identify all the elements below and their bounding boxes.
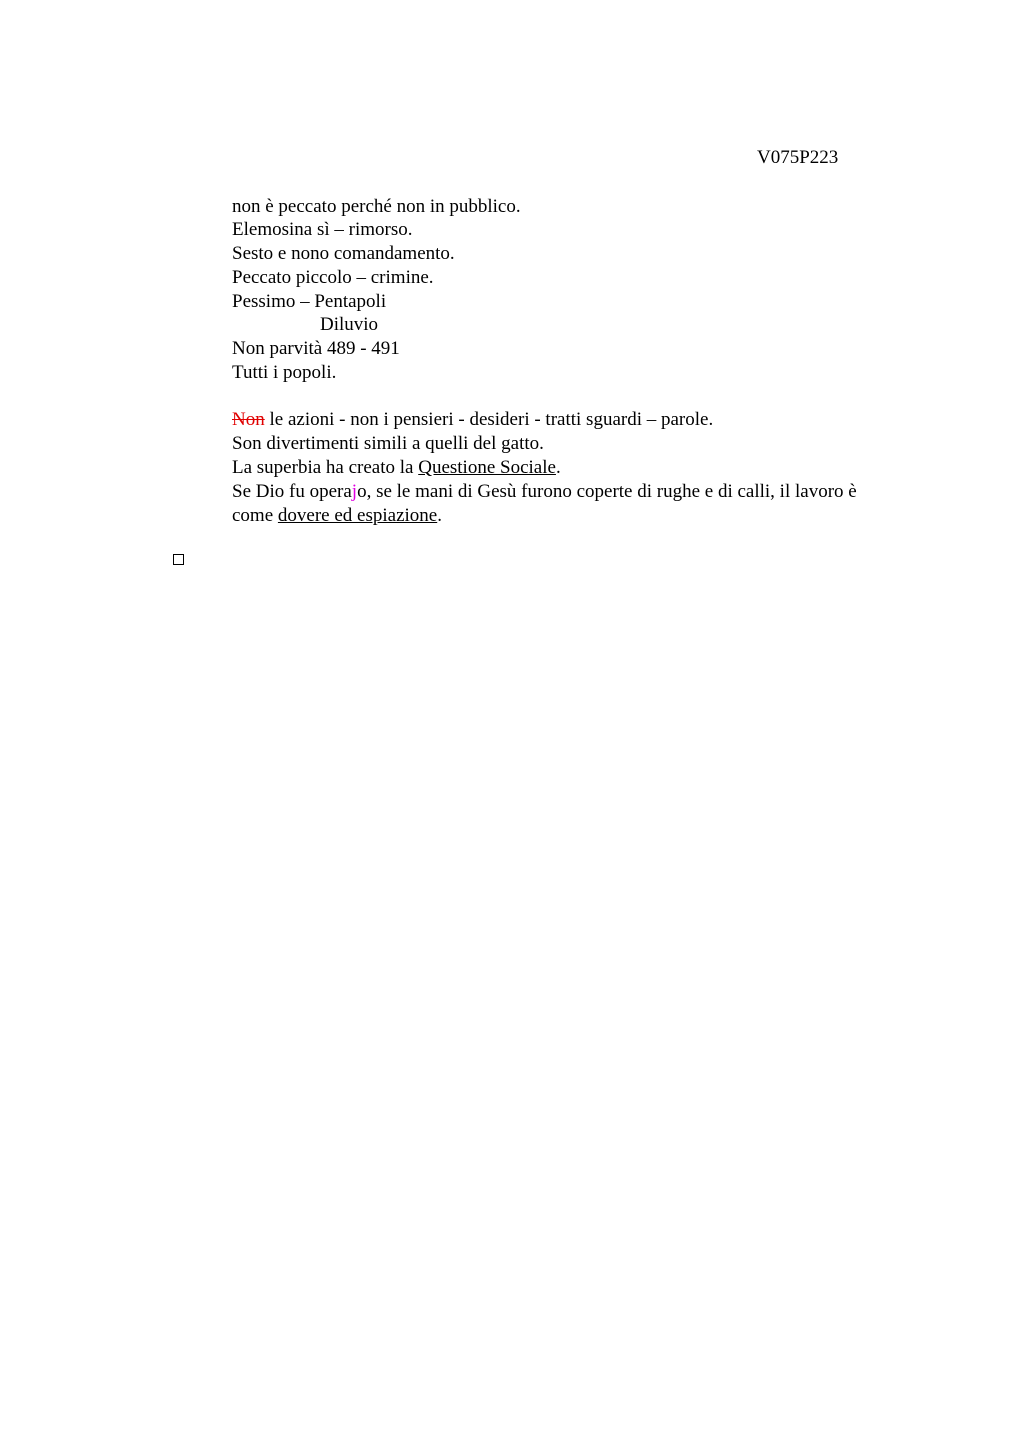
text-line-4: Peccato piccolo – crimine. [232, 267, 434, 288]
line-text: o, se le mani di Gesù furono coperte di rughe e di calli, il lavoro è [357, 481, 857, 502]
line-text: . [437, 505, 442, 526]
inserted-letter: j [351, 481, 358, 502]
line-text: Se Dio fu opera [232, 481, 352, 502]
line-text: le azioni - non i pensieri - desideri - tratti sguardi – parole. [264, 409, 714, 430]
text-line-7: Non parvità 489 - 491 [232, 338, 400, 359]
text-line-5: Pessimo – Pentapoli [232, 291, 387, 312]
page-code: V075P223 [757, 147, 839, 168]
text-line-13 [232, 504, 442, 528]
text-line-6: Diluvio [320, 314, 379, 335]
underlined-phrase: Questione Sociale [418, 457, 556, 478]
line-text: La superbia ha creato la [232, 457, 419, 478]
text-line-2: Elemosina sì – rimorso. [232, 219, 413, 240]
deleted-word: Non [232, 409, 265, 430]
text-line-10: Son divertimenti simili a quelli del gatto. [232, 433, 544, 454]
text-line-8: Tutti i popoli. [232, 362, 337, 383]
text-line-11 [232, 456, 561, 480]
line-text: come [232, 505, 278, 526]
text-line-12 [232, 480, 857, 504]
square-marker-icon [173, 554, 184, 565]
text-line-3: Sesto e nono comandamento. [232, 243, 455, 264]
line-text: . [555, 457, 561, 478]
underlined-phrase: dovere ed espiazione [277, 505, 438, 526]
text-line-1: non è peccato perché non in pubblico. [232, 196, 521, 217]
text-line-9 [232, 408, 713, 432]
